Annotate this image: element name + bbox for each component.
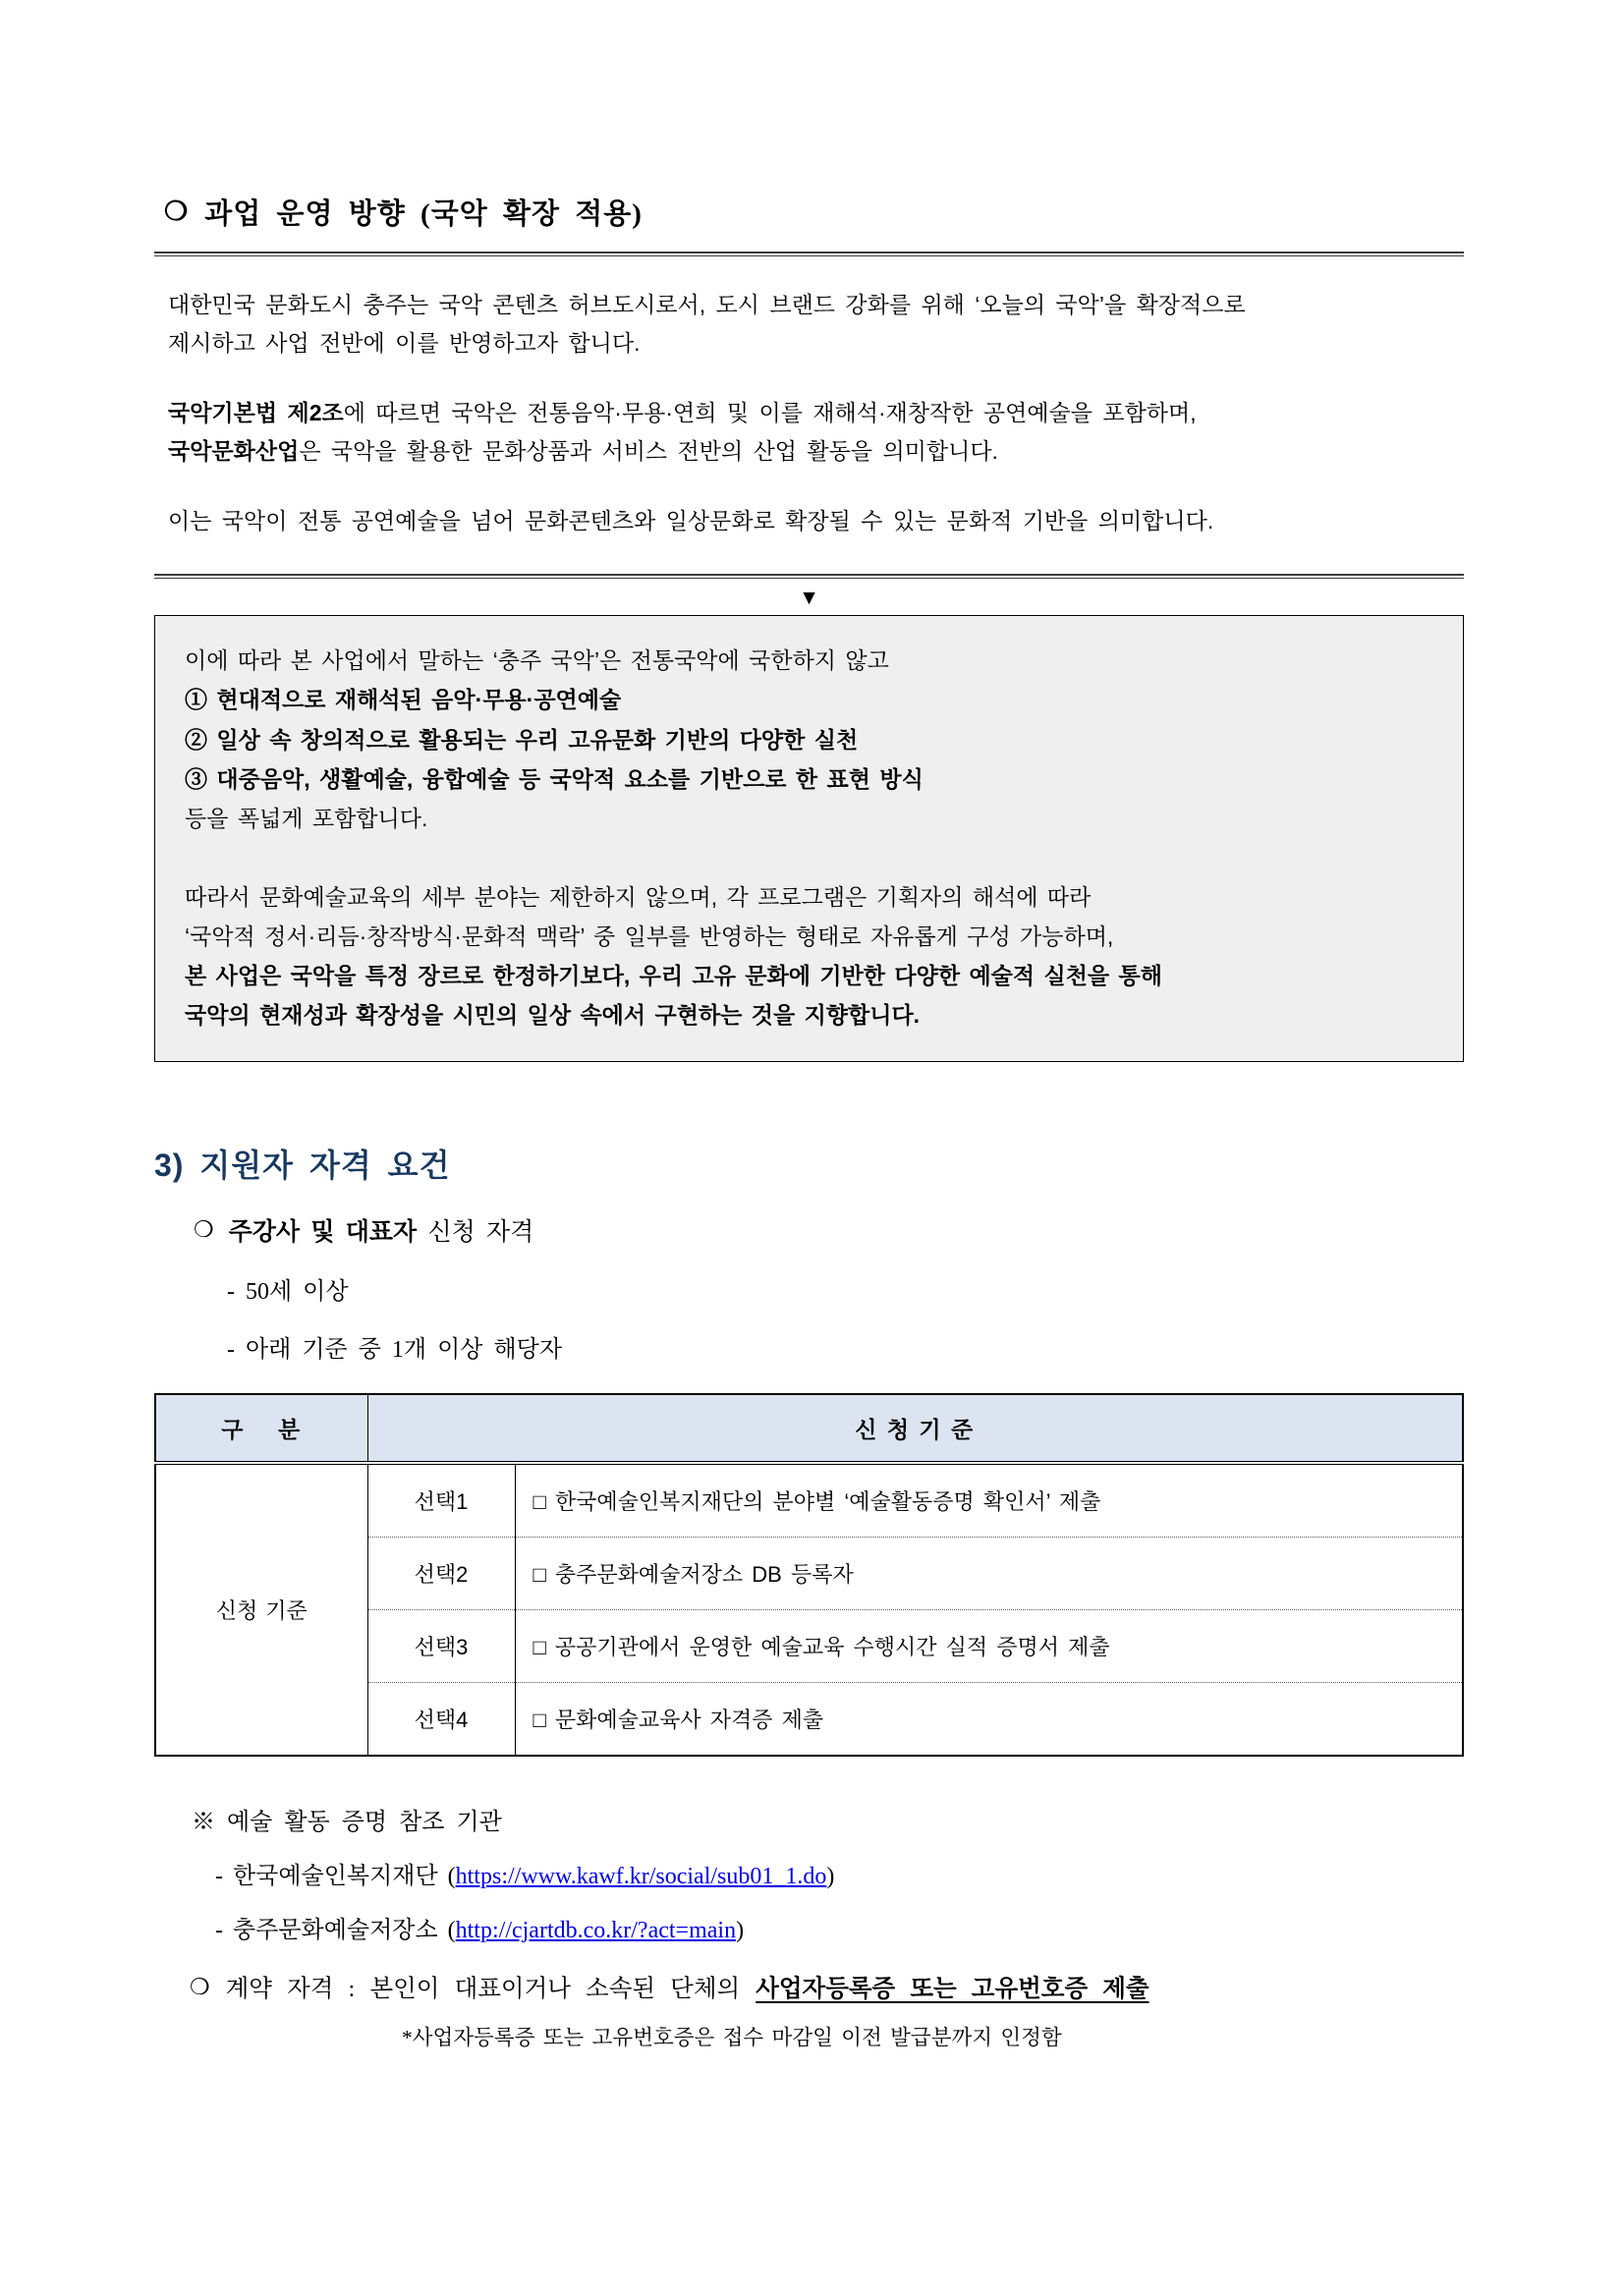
reference-line-cjartdb	[154, 1910, 1464, 1944]
reference-label: - 한국예술인복지재단 (	[215, 1863, 456, 1889]
doc-section-title-text: 과업 운영 방향 (국악 확장 적용)	[204, 198, 643, 230]
table-criteria-cell: □ 한국예술인복지재단의 분야별 ‘예술활동증명 확인서’ 제출	[532, 1488, 1101, 1514]
divider-double-top	[154, 252, 1464, 256]
contract-text: 계약 자격 : 본인이 대표이거나 소속된 단체의	[225, 1975, 741, 2002]
paragraph-line	[168, 394, 1464, 432]
footnote-text: *사업자등록증 또는 고유번호증은 접수 마감일 이전 발급분까지 인정함	[402, 2025, 1062, 2049]
kawf-link[interactable]: https://www.kawf.kr/social/sub01_1.do	[455, 1863, 827, 1889]
paragraph-line: 이는 국악이 전통 공연예술을 넘어 문화콘텐츠와 일상문화로 확장될 수 있는 문화적 기반을 의미합니다.	[168, 508, 1214, 534]
definition-box	[154, 615, 1464, 1061]
table-criteria-cell: □ 충주문화예술저장소 DB 등록자	[515, 1537, 1463, 1609]
intro-paragraph-3	[154, 502, 1464, 540]
box-numbered-item-2: ② 일상 속 창의적으로 활용되는 우리 고유문화 기반의 다양한 실천	[185, 726, 859, 753]
circle-bullet-icon: ❍	[190, 1974, 210, 1999]
paragraph-text: 에 따르면 국악은 전통음악·무용·연희 및 이를 재해석·재창작한 공연예술을 포함하며,	[343, 400, 1197, 426]
divider-double-mid	[154, 574, 1464, 579]
paragraph-line	[168, 432, 1464, 471]
paragraph-line: 대한민국 문화도시 충주는 국악 콘텐츠 허브도시로서, 도시 브랜드 강화를 위해 ‘오늘의 국악’을 확장적으로	[168, 292, 1246, 317]
box-line: 이에 따라 본 사업에서 말하는 ‘충주 국악’은 전통국악에 국한하지 않고	[185, 647, 889, 674]
intro-paragraph-2	[154, 394, 1464, 471]
circle-bullet-icon: ❍	[194, 1217, 214, 1243]
bold-term: 국악기본법 제2조	[168, 400, 344, 426]
sub-bullet-line	[154, 1212, 1464, 1248]
table-option-cell: 선택3	[367, 1609, 515, 1682]
cjartdb-link[interactable]: http://cjartdb.co.kr/?act=main	[455, 1917, 737, 1943]
qualification-table	[154, 1393, 1464, 1757]
section-heading: 3) 지원자 자격 요건	[154, 1147, 451, 1183]
box-line-bold: 본 사업은 국악을 특정 장르로 한정하기보다, 우리 고유 문화에 기반한 다양한 예술적 실천을 통해	[185, 962, 1162, 988]
box-blank-line	[185, 838, 1431, 877]
contract-qualification-line	[154, 1970, 1464, 2004]
dash-item-criteria: - 아래 기준 중 1개 이상 해당자	[227, 1336, 563, 1363]
table-header-row	[155, 1394, 1463, 1463]
dash-item-age: - 50세 이상	[227, 1278, 349, 1305]
box-numbered-item-1: ① 현대적으로 재해석된 음악·무용·공연예술	[185, 687, 622, 713]
paragraph-text: 은 국악을 활용한 문화상품과 서비스 전반의 산업 활동을 의미합니다.	[299, 438, 998, 465]
table-option-cell: 선택2	[367, 1537, 515, 1609]
reference-close: )	[736, 1917, 745, 1943]
table-row	[155, 1463, 1463, 1538]
circle-bullet-icon: ❍	[164, 196, 190, 226]
reference-note-title: ※ 예술 활동 증명 참조 기관	[192, 1809, 502, 1835]
sub-line-text	[229, 1212, 534, 1248]
reference-line-kawf	[154, 1856, 1464, 1890]
box-line: ‘국악적 정서·리듬·창작방식·문화적 맥락’ 중 일부를 반영하는 형태로 자유롭게 구성 가능하며,	[185, 923, 1114, 949]
table-header-category: 구 분	[155, 1394, 367, 1463]
table-header-criteria: 신 청 기 준	[367, 1394, 1463, 1463]
intro-paragraph-1	[154, 286, 1464, 363]
bold-term: 국악문화산업	[168, 438, 300, 465]
table-row-label: 신청 기준	[155, 1463, 367, 1756]
box-line-bold: 국악의 현재성과 확장성을 시민의 일상 속에서 구현하는 것을 지향합니다.	[185, 1001, 921, 1028]
box-numbered-item-3: ③ 대중음악, 생활예술, 융합예술 등 국악적 요소를 기반으로 한 표현 방식	[185, 765, 924, 792]
reference-label: - 충주문화예술저장소 (	[215, 1917, 456, 1943]
box-line: 등을 폭넓게 포함합니다.	[185, 805, 428, 831]
table-option-cell: 선택4	[367, 1682, 515, 1756]
paragraph-line: 제시하고 사업 전반에 이를 반영하고자 합니다.	[168, 330, 641, 357]
table-criteria-cell: □ 문화예술교육사 자격증 제출	[515, 1682, 1463, 1756]
table-criteria-cell: □ 공공기관에서 운영한 예술교육 수행시간 실적 증명서 제출	[515, 1609, 1463, 1682]
arrow-row	[154, 588, 1464, 608]
contract-required-docs: 사업자등록증 또는 고유번호증 제출	[756, 1975, 1149, 2002]
doc-section-title	[154, 192, 1464, 232]
down-arrow-icon: ▼	[799, 587, 819, 610]
table-option-cell: 선택1	[367, 1463, 515, 1538]
reference-close: )	[826, 1863, 835, 1889]
bold-term: 주강사 및 대표자	[228, 1218, 418, 1246]
box-line: 따라서 문화예술교육의 세부 분야는 제한하지 않으며, 각 프로그램은 기획자의 해석에 따라	[185, 883, 1092, 910]
sub-line-rest: 신청 자격	[427, 1218, 534, 1246]
